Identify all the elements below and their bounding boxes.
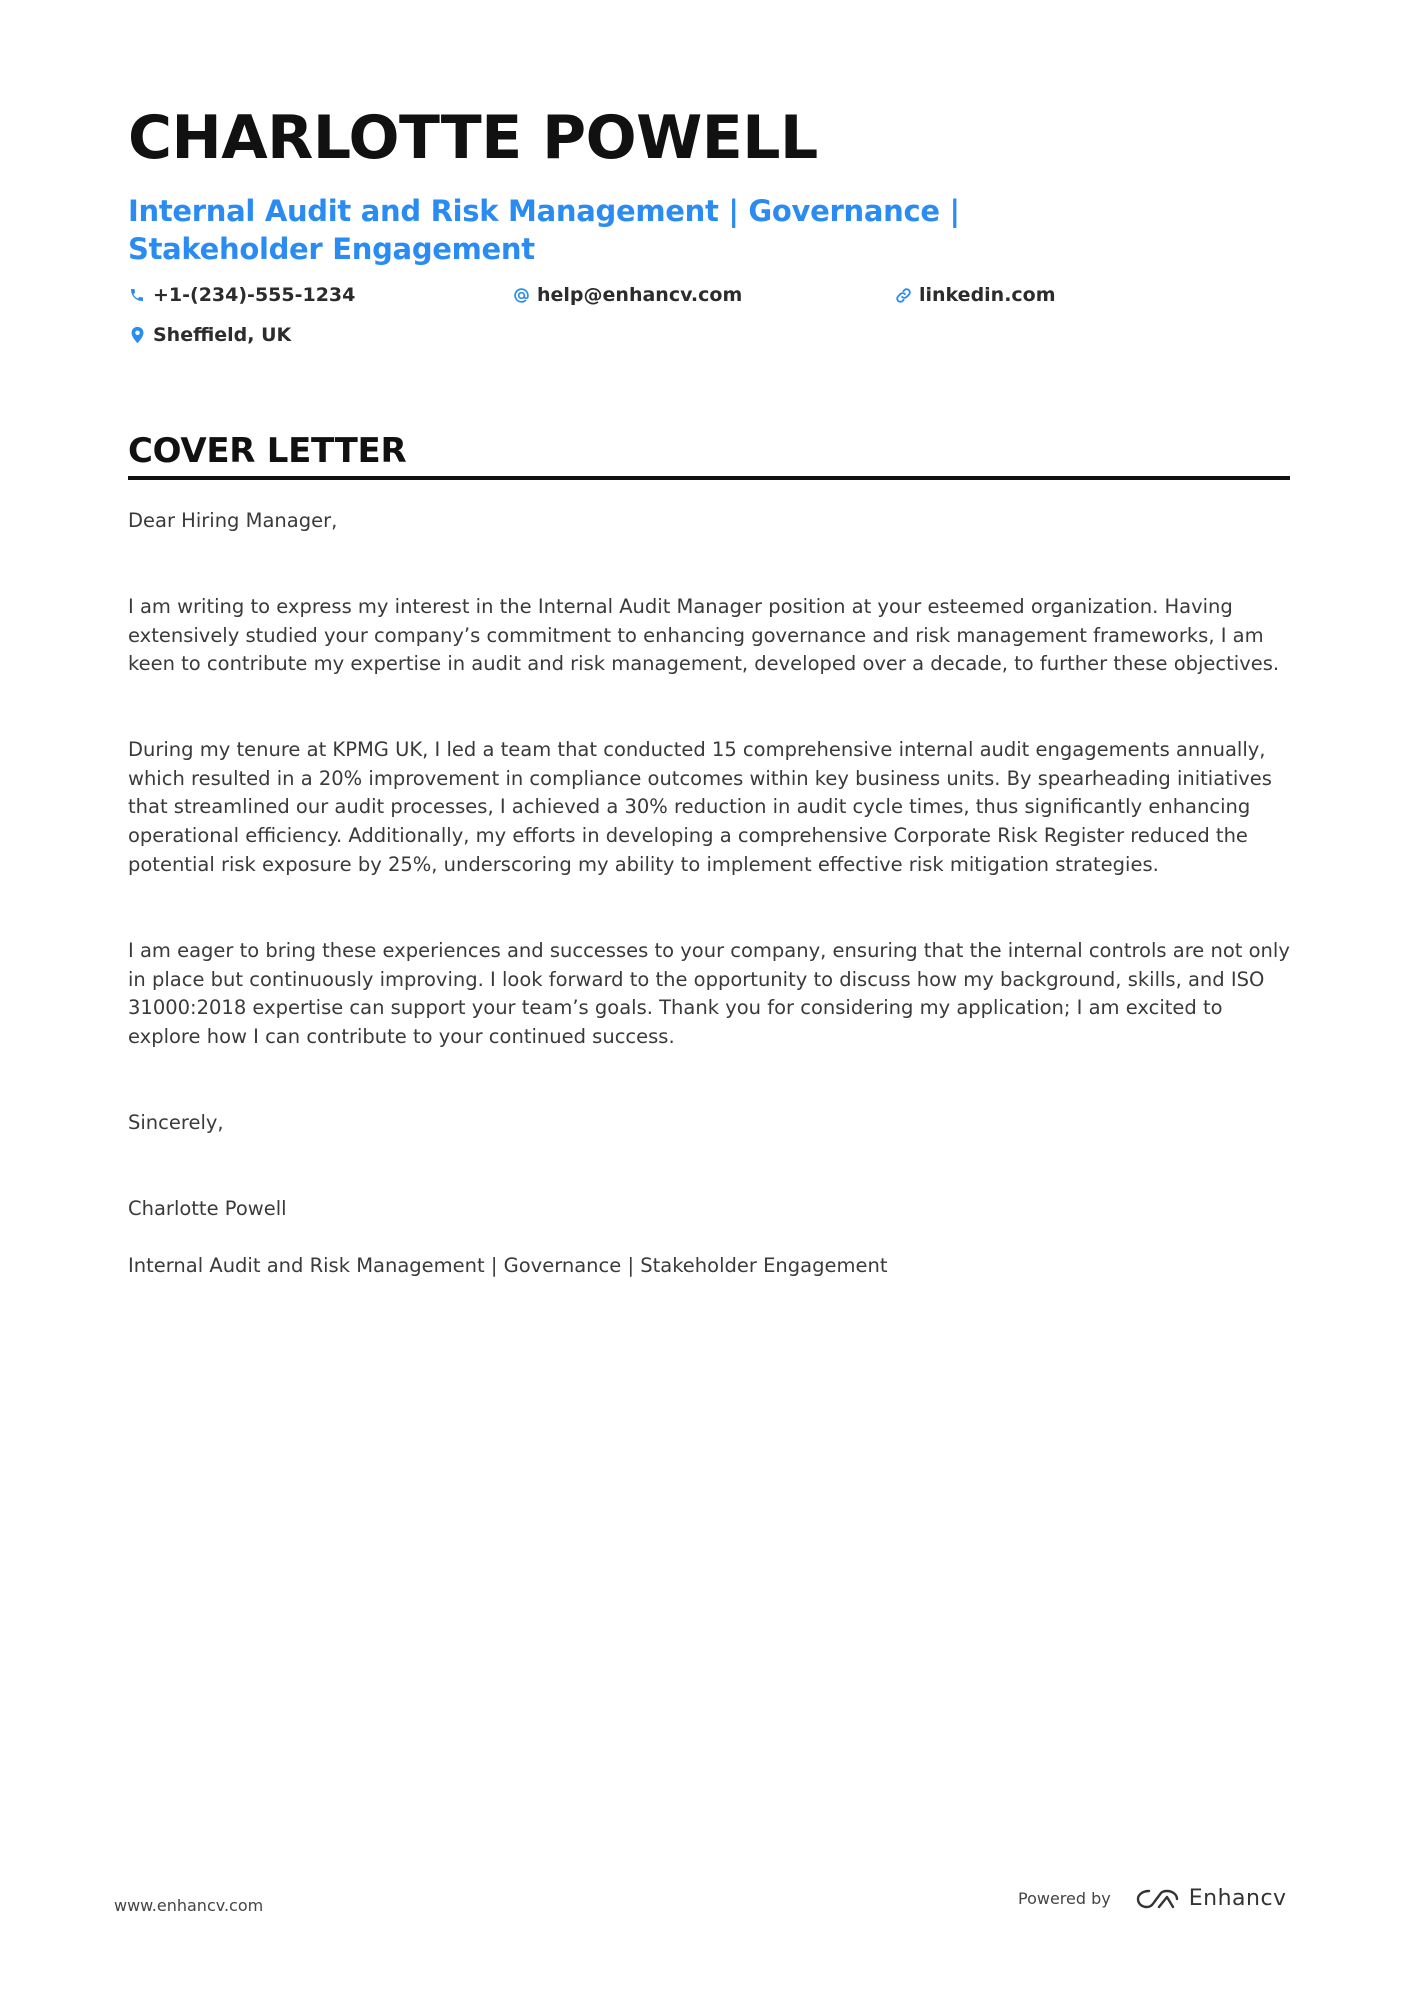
location-pin-icon [128,326,146,344]
section-title-cover-letter: COVER LETTER [128,431,407,471]
phone-number: +1-(234)-555-1234 [153,284,356,306]
enhancv-logo-icon [1135,1887,1181,1911]
powered-by-label: Powered by [1018,1889,1111,1908]
contact-website[interactable] [894,284,1056,306]
section-divider [128,476,1290,480]
contact-email[interactable] [512,284,742,306]
closing: Sincerely, [128,1111,224,1134]
signature-name: Charlotte Powell [128,1197,287,1220]
candidate-name: CHARLOTTE POWELL [128,103,818,173]
salutation: Dear Hiring Manager, [128,509,338,532]
website-url: linkedin.com [919,284,1056,306]
footer-branding[interactable] [1018,1886,1287,1911]
link-icon [894,286,912,304]
location-text: Sheffield, UK [153,324,292,346]
footer-website-link[interactable]: www.enhancv.com [114,1896,264,1915]
enhancv-logo [1135,1886,1287,1911]
brand-name: Enhancv [1188,1886,1287,1911]
phone-icon [128,286,146,304]
candidate-headline: Internal Audit and Risk Management | Governance | Stakeholder Engagement [128,194,960,266]
letter-paragraph: I am eager to bring these experiences and successes to your company, ensuring that the internal controls are not only in place but continuously improving. I look forward to the opportunity to discuss how my background, skills, and ISO 31000:2018 expertise can support your team’s goals. Thank you for considering my application; I am excited to explore how I can contribute to your continued success. [128,939,1290,1049]
contact-location [128,324,291,346]
at-sign-icon [512,286,530,304]
letter-paragraph: During my tenure at KPMG UK, I led a team that conducted 15 comprehensive internal audit engagements annually, which resulted in a 20% improvement in compliance outcomes within key business units. By spearheading initiatives that streamlined our audit processes, I achieved a 30% reduction in audit cycle times, thus significantly enhancing operational efficiency. Additionally, my efforts in developing a comprehensive Corporate Risk Register reduced the potential risk exposure by 25%, underscoring my ability to implement effective risk mitigation strategies. [128,738,1272,876]
letter-paragraph: I am writing to express my interest in the Internal Audit Manager position at your esteemed organization. Having extensively studied your company’s commitment to enhancing governance and risk management frameworks, I am keen to contribute my expertise in audit and risk management, developed over a decade, to further these objectives. [128,595,1280,676]
email-address: help@enhancv.com [537,284,743,306]
contact-phone[interactable] [128,284,355,306]
signature-title: Internal Audit and Risk Management | Governance | Stakeholder Engagement [128,1254,888,1277]
